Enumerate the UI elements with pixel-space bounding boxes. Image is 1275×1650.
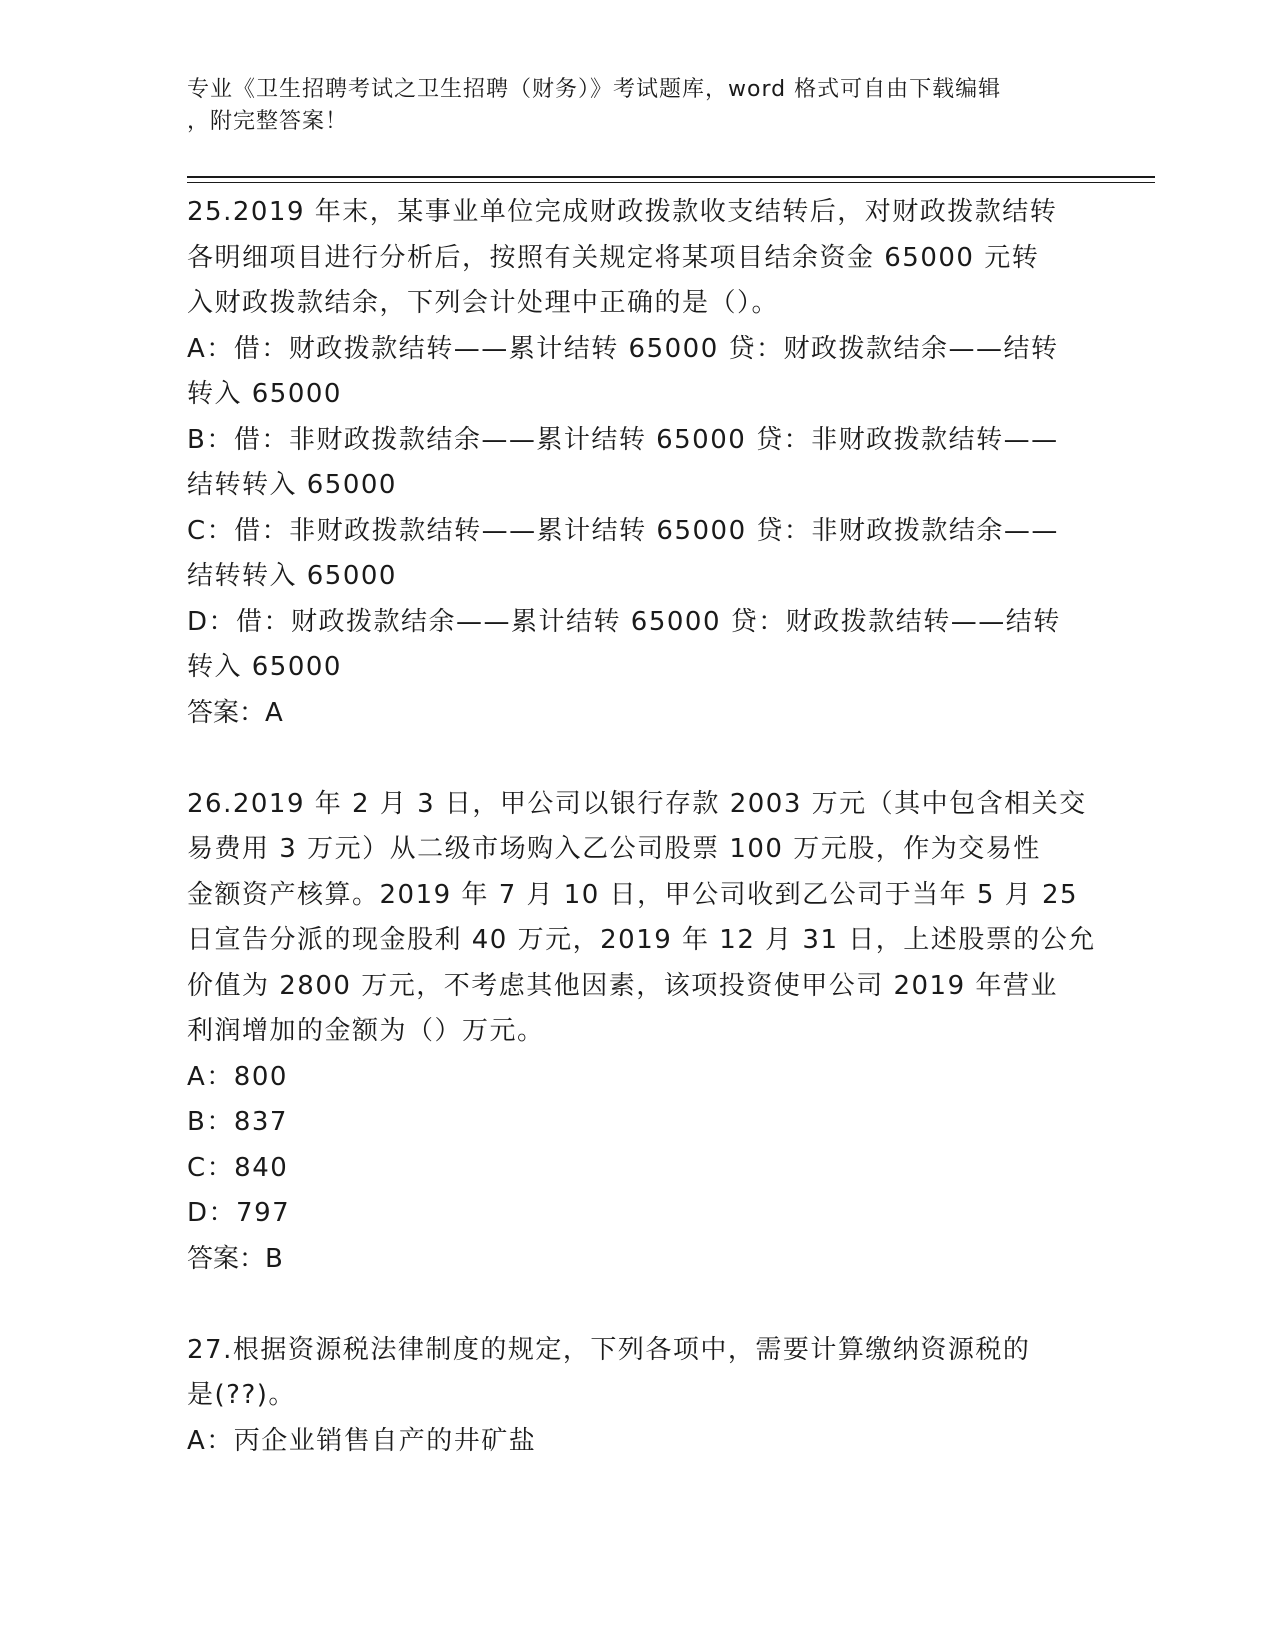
question-stem-line: 金额资产核算。2019 年 7 月 10 日，甲公司收到乙公司于当年 5 月 25	[187, 879, 1079, 910]
question-stem-line: 26.2019 年 2 月 3 日，甲公司以银行存款 2003 万元（其中包含相关交	[187, 788, 1087, 819]
option-d-line: D：797	[187, 1198, 291, 1228]
answer-label: 答案：B	[187, 1243, 283, 1274]
question-stem-line: 易费用 3 万元）从二级市场购入乙公司股票 100 万元股，作为交易性	[187, 834, 1041, 864]
option-d-line: 转入 65000	[187, 652, 342, 682]
question-stem-line: 27.根据资源税法律制度的规定，下列各项中，需要计算缴纳资源税的	[187, 1334, 1031, 1365]
header-line-1: 专业《卫生招聘考试之卫生招聘（财务）》考试题库，word 格式可自由下载编辑	[187, 77, 1002, 102]
question-stem-line: 日宣告分派的现金股利 40 万元，2019 年 12 月 31 日，上述股票的公允	[187, 925, 1096, 955]
option-c-line: 结转转入 65000	[187, 561, 397, 591]
question-27	[187, 1328, 1087, 1465]
question-stem-line: 利润增加的金额为（）万元。	[187, 1016, 545, 1046]
question-stem-line: 各明细项目进行分析后，按照有关规定将某项目结余资金 65000 元转	[187, 242, 1040, 273]
question-26	[187, 782, 1096, 1283]
spacer	[187, 1282, 1087, 1328]
option-a-line: 转入 65000	[187, 379, 342, 409]
option-c-line: C：840	[187, 1152, 289, 1183]
header-line-2: ，附完整答案！	[187, 109, 349, 134]
option-b-line: B：837	[187, 1107, 288, 1137]
header-divider-thick	[187, 176, 1155, 178]
document-header	[187, 74, 1087, 138]
question-list	[187, 190, 1096, 1464]
option-c-line: C：借：非财政拨款结转——累计结转 65000 贷：非财政拨款结余——	[187, 515, 1059, 546]
option-a-line: A：借：财政拨款结转——累计结转 65000 贷：财政拨款结余——结转	[187, 333, 1059, 364]
question-stem-line: 入财政拨款结余，下列会计处理中正确的是（）。	[187, 288, 780, 318]
option-d-line: D：借：财政拨款结余——累计结转 65000 贷：财政拨款结转——结转	[187, 606, 1061, 637]
question-stem-line: 是(??)。	[187, 1380, 296, 1410]
option-a-line: A：800	[187, 1061, 288, 1092]
question-stem-line: 25.2019 年末，某事业单位完成财政拨款收支结转后，对财政拨款结转	[187, 197, 1058, 227]
option-b-line: B：借：非财政拨款结余——累计结转 65000 贷：非财政拨款结转——	[187, 424, 1059, 455]
question-25	[187, 190, 1087, 736]
option-a-line: A：丙企业销售自产的井矿盐	[187, 1425, 537, 1456]
answer-label: 答案：A	[187, 697, 283, 728]
spacer	[187, 736, 1087, 782]
question-stem-line: 价值为 2800 万元，不考虑其他因素，该项投资使甲公司 2019 年营业	[187, 970, 1058, 1001]
option-b-line: 结转转入 65000	[187, 470, 397, 500]
header-divider-thin	[187, 182, 1155, 183]
